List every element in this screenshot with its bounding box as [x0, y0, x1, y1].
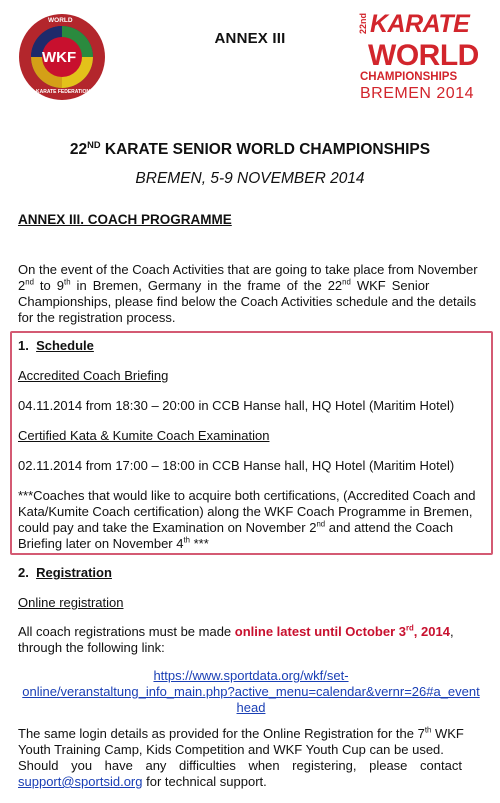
support-email-link[interactable]: support@sportsid.org: [18, 774, 143, 789]
deadline-text: online latest until October 3rd, 2014: [234, 623, 450, 639]
note-line-4: Briefing later on November 4th ***: [18, 535, 209, 551]
login-paragraph: [18, 726, 484, 790]
registration-line-2: through the following link:: [18, 640, 165, 655]
schedule-heading-text: Schedule: [36, 338, 94, 353]
intro-line-2: 2nd to 9th in Bremen, Germany in the frame of the 22nd WKF Senior: [18, 277, 430, 293]
title-prefix: 22: [69, 141, 88, 158]
document-subtitle: BREMEN, 5-9 NOVEMBER 2014: [135, 170, 365, 187]
briefing-title: Accredited Coach Briefing: [18, 368, 169, 383]
registration-link-line-3[interactable]: head: [236, 700, 266, 715]
registration-line-1: All coach registrations must be made online latest until October 3rd, 2014,: [18, 623, 454, 639]
registration-heading-text: Registration: [36, 565, 112, 580]
section-title: ANNEX III. COACH PROGRAMME: [18, 212, 232, 227]
championship-world: WORLD: [368, 39, 479, 72]
note-line-3: could pay and take the Examination on November 2nd and attend the Coach: [18, 519, 454, 535]
note-line-1: ***Coaches that would like to acquire both certifications, (Accredited Coach and: [18, 488, 476, 503]
registration-number: 2.: [18, 565, 29, 580]
examination-title: Certified Kata & Kumite Coach Examination: [18, 428, 270, 443]
schedule-number: 1.: [18, 338, 29, 353]
registration-paragraph: [18, 624, 484, 656]
title-rest: KARATE SENIOR WORLD CHAMPIONSHIPS: [100, 141, 431, 158]
registration-link-line-1[interactable]: https://www.sportdata.org/wkf/set-: [153, 668, 349, 683]
wkf-logo: [19, 14, 105, 100]
schedule-note: [18, 488, 484, 552]
examination-detail: 02.11.2014 from 17:00 – 18:00 in CCB Hanse hall, HQ Hotel (Maritim Hotel): [18, 458, 455, 473]
login-line-4: [18, 774, 484, 790]
note-line-2: Kata/Kumite Coach certification) along the WKF Coach Programme in Bremen,: [18, 504, 473, 519]
championship-edition: 22nd: [358, 13, 368, 35]
support-text: for technical support.: [142, 774, 267, 789]
schedule-heading: [18, 338, 94, 353]
intro-line-3: Championships, please find below the Coach Activities schedule and the details: [18, 294, 477, 309]
registration-link-line-2[interactable]: online/veranstaltung_info_main.php?active_menu=calendar&vernr=26#a_event: [22, 684, 480, 699]
championship-logo: [358, 10, 478, 110]
championship-bremen: BREMEN 2014: [360, 85, 474, 102]
registration-heading: [18, 565, 112, 580]
title-sup: ND: [87, 139, 101, 150]
login-line-3: Should you have any difficulties when registering, please contact: [18, 758, 462, 773]
intro-paragraph: [18, 262, 484, 326]
championship-championships: CHAMPIONSHIPS: [360, 71, 458, 83]
login-line-2: Youth Training Camp, Kids Competition and WKF Youth Cup can be used.: [18, 742, 444, 757]
login-line-1: The same login details as provided for the Online Registration for the 7th WKF: [18, 725, 464, 741]
wkf-logo-bottom-text: KARATE FEDERATION: [36, 89, 90, 95]
intro-line-1: On the event of the Coach Activities that are going to take place from November: [18, 262, 478, 277]
intro-line-4: for the registration process.: [18, 310, 176, 325]
briefing-detail: 04.11.2014 from 18:30 – 20:00 in CCB Hanse hall, HQ Hotel (Maritim Hotel): [18, 398, 455, 413]
wkf-logo-top-text: WORLD: [48, 17, 73, 24]
wkf-logo-center-text: WKF: [42, 49, 77, 66]
document-title: [0, 141, 500, 159]
championship-karate: KARATE: [370, 10, 470, 38]
registration-link[interactable]: [18, 668, 484, 716]
online-registration-subheading: Online registration: [18, 595, 124, 610]
annex-title: ANNEX III: [214, 30, 286, 47]
